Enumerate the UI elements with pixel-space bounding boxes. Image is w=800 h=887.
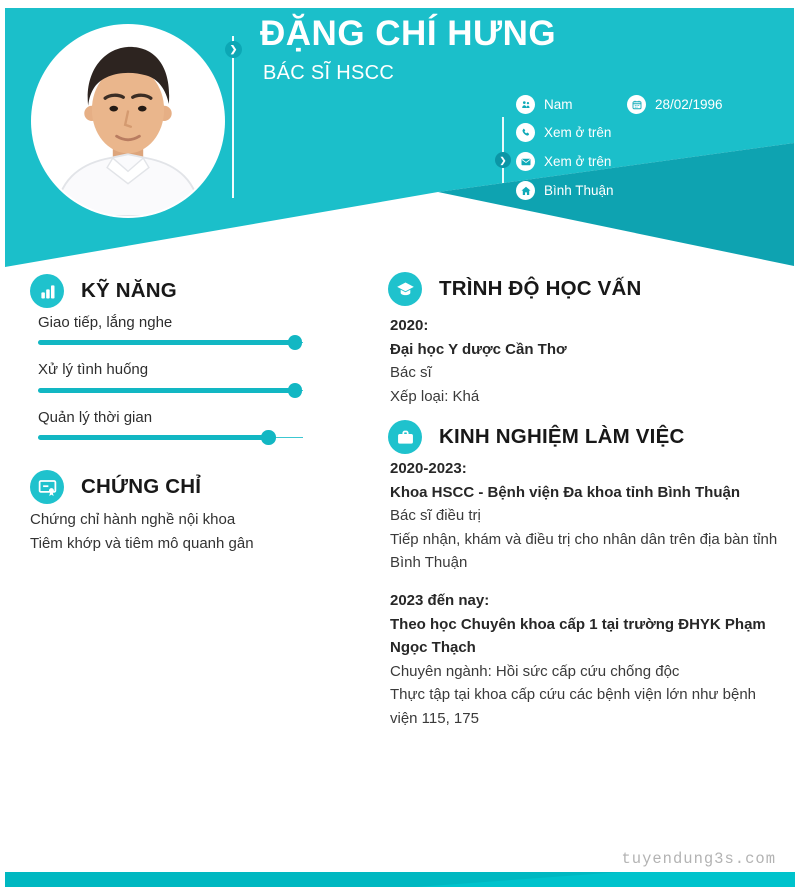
- education-school: Đại học Y dược Cần Thơ: [390, 340, 567, 358]
- experience-role: Bác sĩ điều trị: [390, 507, 481, 524]
- education-entry: [390, 314, 784, 408]
- info-birthdate: [627, 95, 723, 114]
- phone-icon: [516, 123, 535, 142]
- experience-organization: Khoa HSCC - Bệnh viện Đa khoa tỉnh Bình Thuận: [390, 483, 741, 501]
- experience-section-header: [388, 420, 684, 454]
- experience-description: Thực tập tại khoa cấp cứu các bệnh viện lớn như bệnh viện 115, 175: [390, 686, 757, 727]
- experience-description: Tiếp nhận, khám và điều trị cho nhân dân trên địa bàn tỉnh Bình Thuận: [390, 530, 778, 571]
- experience-heading: KINH NGHIỆM LÀM VIỆC: [439, 425, 685, 448]
- experience-role: Chuyên ngành: Hồi sức cấp cứu chống độc: [390, 662, 680, 680]
- name-divider-line: [232, 36, 234, 198]
- education-section-header: [388, 272, 642, 306]
- skills-section-header: [30, 274, 177, 308]
- info-address: [516, 181, 614, 200]
- skill-label: Xử lý tình huống: [38, 361, 149, 378]
- skill-slider: [38, 383, 303, 398]
- calendar-icon: [627, 95, 646, 114]
- info-email-value: Xem ở trên: [544, 154, 612, 169]
- chevron-right-icon: ❯: [495, 152, 511, 168]
- candidate-name: ĐẶNG CHÍ HƯNG: [260, 14, 557, 53]
- site-watermark: tuyendung3s.com: [621, 850, 776, 868]
- gender-icon: [516, 95, 535, 114]
- education-heading: TRÌNH ĐỘ HỌC VẤN: [439, 277, 642, 300]
- experience-entry: [390, 457, 784, 575]
- slider-handle: [261, 430, 276, 445]
- certificates-heading: CHỨNG CHỈ: [81, 475, 202, 498]
- experience-organization: Theo học Chuyên khoa cấp 1 tại trường ĐHYK Phạm Ngọc Thạch: [390, 615, 766, 656]
- certificate-icon: [30, 470, 64, 504]
- skills-heading: KỸ NĂNG: [81, 279, 177, 302]
- skill-slider: [38, 335, 303, 350]
- graduation-cap-icon: [388, 272, 422, 306]
- avatar: [33, 26, 223, 216]
- home-icon: [516, 181, 535, 200]
- bottom-accent-bar: [5, 872, 795, 887]
- info-gender-value: Nam: [544, 97, 573, 112]
- info-gender: [516, 95, 573, 114]
- education-period: 2020:: [390, 317, 429, 334]
- experience-period: 2023 đến nay:: [390, 592, 490, 609]
- education-grade: Xếp loại: Khá: [390, 387, 480, 405]
- slider-handle: [288, 383, 303, 398]
- certificate-item: Tiêm khớp và tiêm mô quanh gân: [30, 535, 254, 552]
- mail-icon: [516, 152, 535, 171]
- skill-slider: [38, 430, 303, 445]
- info-birthdate-value: 28/02/1996: [655, 97, 723, 112]
- certificates-section-header: [30, 470, 201, 504]
- slider-handle: [288, 335, 303, 350]
- candidate-job-title: BÁC SĨ HSCC: [263, 62, 395, 84]
- chevron-right-icon: ❯: [225, 41, 242, 58]
- info-divider-line: [502, 117, 504, 183]
- info-phone-value: Xem ở trên: [544, 125, 612, 140]
- info-address-value: Bình Thuận: [544, 183, 614, 198]
- education-degree: Bác sĩ: [390, 364, 432, 381]
- skill-label: Giao tiếp, lắng nghe: [38, 314, 173, 331]
- skill-label: Quản lý thời gian: [38, 409, 153, 426]
- info-phone: [516, 123, 611, 142]
- certificate-item: Chứng chỉ hành nghề nội khoa: [30, 511, 236, 528]
- info-email: [516, 152, 611, 171]
- briefcase-icon: [388, 420, 422, 454]
- profile-photo: [33, 26, 223, 216]
- certificates-list: [30, 508, 330, 556]
- experience-entry: [390, 589, 784, 730]
- bar-chart-icon: [30, 274, 64, 308]
- experience-period: 2020-2023:: [390, 460, 467, 477]
